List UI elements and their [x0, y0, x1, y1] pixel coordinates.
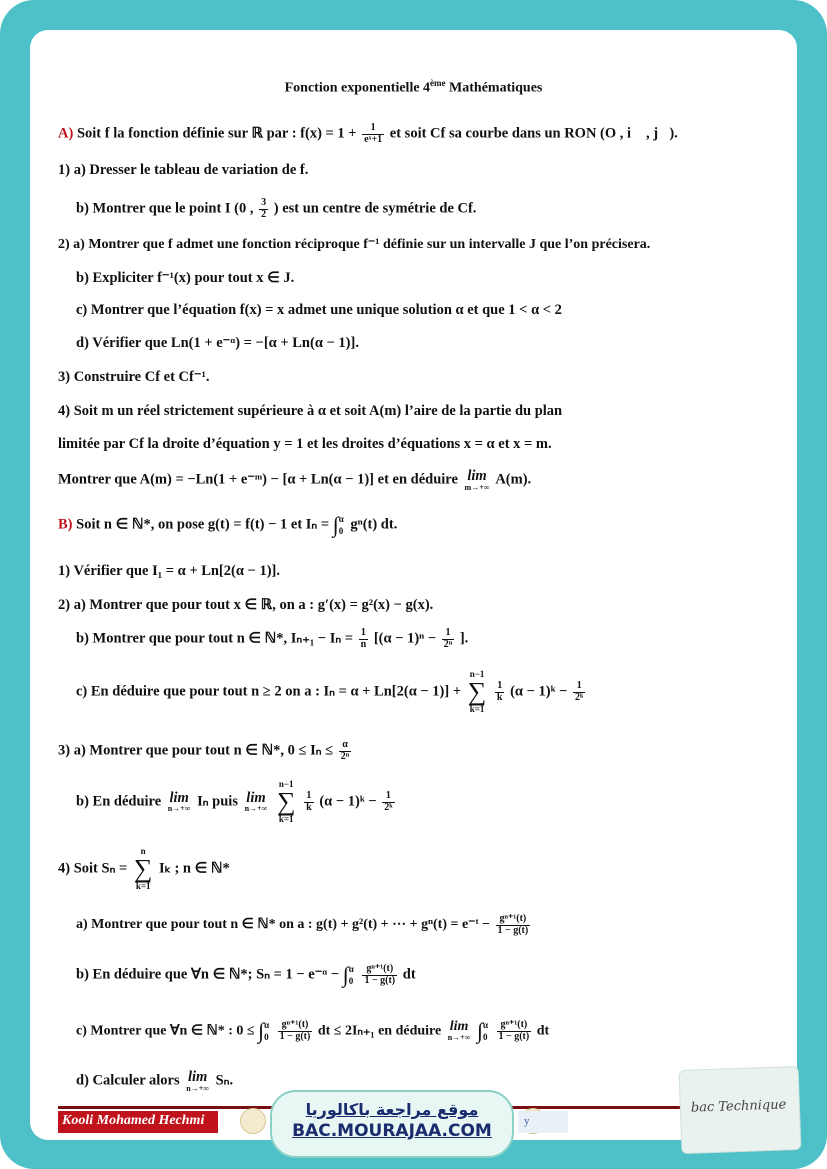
question-a1a: 1) a) Dresser le tableau de variation de f.	[58, 162, 309, 178]
footer-right-tag: y	[518, 1111, 568, 1133]
fraction: $\frac{\text{gⁿ⁺¹(t)}}{1 - g(t)}$	[497, 913, 529, 936]
question-b4d: d) Calculer alors lim n→+∞ Sₙ.	[76, 1069, 234, 1093]
badge-arabic-text[interactable]: موقع مراجعة باكالوريا	[305, 1100, 479, 1119]
question-b2a: 2) a) Montrer que pour tout x ∈ ℝ, on a : g′(x) = g²(x) − g(x).	[58, 597, 434, 613]
question-b3b: b) En déduire lim n→+∞ Iₙ puis lim n→+∞ n−1 ∑ k=1 $\frac{1}{k}$ (α − 1)ᵏ − $\frac{1}{\text{2ᵏ}}$	[76, 779, 393, 824]
fraction: $\frac{\text{gⁿ⁺¹(t)}}{1 - g(t)}$	[279, 1019, 311, 1042]
fraction: $\frac{\text{gⁿ⁺¹(t)}}{1 - g(t)}$	[498, 1019, 530, 1042]
sum-symbol: n−1 ∑ k=1	[467, 669, 487, 714]
question-a2a: 2) a) Montrer que f admet une fonction réciproque f⁻¹ définie sur un intervalle J que l’on précisera.	[58, 237, 651, 252]
limit-notation: lim n→+∞	[186, 1069, 209, 1093]
question-a4-line1: 4) Soit m un réel strictement supérieure à α et soit A(m) l’aire de la partie du plan	[58, 403, 563, 419]
fraction: $\frac{1}{\text{2ᵏ}}$	[575, 680, 584, 703]
fraction: $\frac{3}{2}$	[261, 197, 267, 220]
integral-sign: ∫	[258, 1018, 265, 1043]
integral-bounds: α 0	[264, 1019, 270, 1043]
logo-icon	[240, 1108, 266, 1134]
limit-notation: lim n→+∞	[167, 789, 191, 814]
author-footer: Kooli Mohamed Hechmi	[58, 1111, 218, 1133]
part-b-label: B)	[58, 516, 73, 533]
integral-bounds: α 0	[348, 963, 354, 987]
fraction: $\frac{1}{k}$	[306, 790, 312, 813]
fraction: $\frac{1}{n}$	[360, 627, 367, 650]
question-b1: 1) Vérifier que I₁ = α + Ln[2(α − 1)].	[58, 563, 280, 579]
sum-symbol: n ∑ k=1	[133, 846, 153, 891]
integral-bounds: α 0	[482, 1019, 489, 1043]
part-a-intro: A) Soit f la fonction définie sur ℝ par : f(x) = 1 + $\frac{1}{\text{eˣ+1}}$ et soit Cf sa courbe dans un RON (O , i⃗ , j⃗).	[58, 122, 678, 145]
question-a4-line3: Montrer que A(m) = −Ln(1 + e⁻ᵐ) − [α + Ln(α − 1)] et en déduire lim m→+∞ A(m).	[58, 468, 532, 492]
sum-symbol: n−1 ∑ k=1	[276, 779, 296, 824]
question-a4-line2: limitée par Cf la droite d’équation y = 1 et les droites d’équations x = α et x = m.	[58, 436, 552, 452]
question-b4b: b) En déduire que ∀n ∈ ℕ*; Sₙ = 1 − e⁻ᵅ − ∫ α 0 $\frac{\text{gⁿ⁺¹(t)}}{1 - g(t)}$ dt	[76, 962, 416, 987]
question-a1b: b) Montrer que le point I (0 , $\frac{3}{2}$ ) est un centre de symétrie de Cf.	[76, 197, 477, 220]
question-b4c: c) Montrer que ∀n ∈ ℕ* : 0 ≤ ∫ α 0 $\frac{\text{gⁿ⁺¹(t)}}{1 - g(t)}$ dt ≤ 2Iₙ₊₁ en déduire lim n→+∞ ∫ α 0 $\frac{\text{gⁿ⁺¹(t)}}{1 - g(t)}$ dt	[76, 1018, 550, 1043]
page-title: Fonction exponentielle 4ème Mathématiques	[284, 78, 543, 96]
integral-bounds: α 0	[338, 513, 344, 537]
limit-notation: lim m→+∞	[464, 468, 490, 492]
fraction: $\frac{1}{k}$	[496, 680, 503, 703]
integral-sign: ∫	[332, 512, 339, 537]
question-a2d: d) Vérifier que Ln(1 + e⁻ᵅ) = −[α + Ln(α − 1)].	[76, 335, 359, 351]
bac-technique-stamp: bac Technique	[679, 1066, 802, 1154]
question-a3: 3) Construire Cf et Cf⁻¹.	[58, 369, 210, 385]
limit-notation: lim n→+∞	[447, 1019, 471, 1043]
limit-notation: lim n→+∞	[244, 789, 268, 814]
integral-sign: ∫	[476, 1018, 483, 1043]
fraction: $\frac{\alpha}{\text{2ⁿ}}$	[340, 739, 350, 762]
part-a-label: A)	[58, 125, 74, 142]
question-b2c: c) En déduire que pour tout n ≥ 2 on a : Iₙ = α + Ln[2(α − 1)] + n−1 ∑ k=1 $\frac{1}{k}$ (α − 1)ᵏ − $\frac{1}{\text{2ᵏ}}$	[76, 669, 584, 714]
question-a2c: c) Montrer que l’équation f(x) = x admet une unique solution α et que 1 < α < 2	[76, 302, 562, 318]
question-b4: 4) Soit Sₙ = n ∑ k=1 Iₖ ; n ∈ ℕ*	[58, 846, 230, 891]
fraction: $\frac{\text{gⁿ⁺¹(t)}}{1 - g(t)}$	[364, 963, 396, 986]
part-b-intro: B) Soit n ∈ ℕ*, on pose g(t) = f(t) − 1 et Iₙ = ∫ α 0 gⁿ(t) dt.	[58, 512, 398, 537]
integral-sign: ∫	[342, 962, 349, 987]
fraction: $\frac{1}{\text{eˣ+1}}$	[364, 122, 383, 145]
site-badge[interactable]	[270, 1090, 514, 1158]
question-a2b: b) Expliciter f⁻¹(x) pour tout x ∈ J.	[76, 270, 295, 286]
fraction: $\frac{1}{\text{2ⁿ}}$	[443, 627, 453, 650]
fraction: $\frac{1}{\text{2ᵏ}}$	[384, 790, 393, 813]
question-b4a: a) Montrer que pour tout n ∈ ℕ* on a : g(t) + g²(t) + ⋯ + gⁿ(t) = e⁻ᵗ − $\frac{\text{gⁿ⁺¹(t)}}{1 - g(t)}$	[76, 913, 529, 936]
question-b3a: 3) a) Montrer que pour tout n ∈ ℕ*, 0 ≤ Iₙ ≤ $\frac{\alpha}{\text{2ⁿ}}$	[58, 739, 350, 762]
badge-url-link[interactable]: BAC.MOURAJAA.COM	[292, 1121, 492, 1141]
question-b2b: b) Montrer que pour tout n ∈ ℕ*, Iₙ₊₁ − Iₙ = $\frac{1}{n}$ [(α − 1)ⁿ − $\frac{1}{\text{2ⁿ}}$ ].	[76, 627, 469, 650]
